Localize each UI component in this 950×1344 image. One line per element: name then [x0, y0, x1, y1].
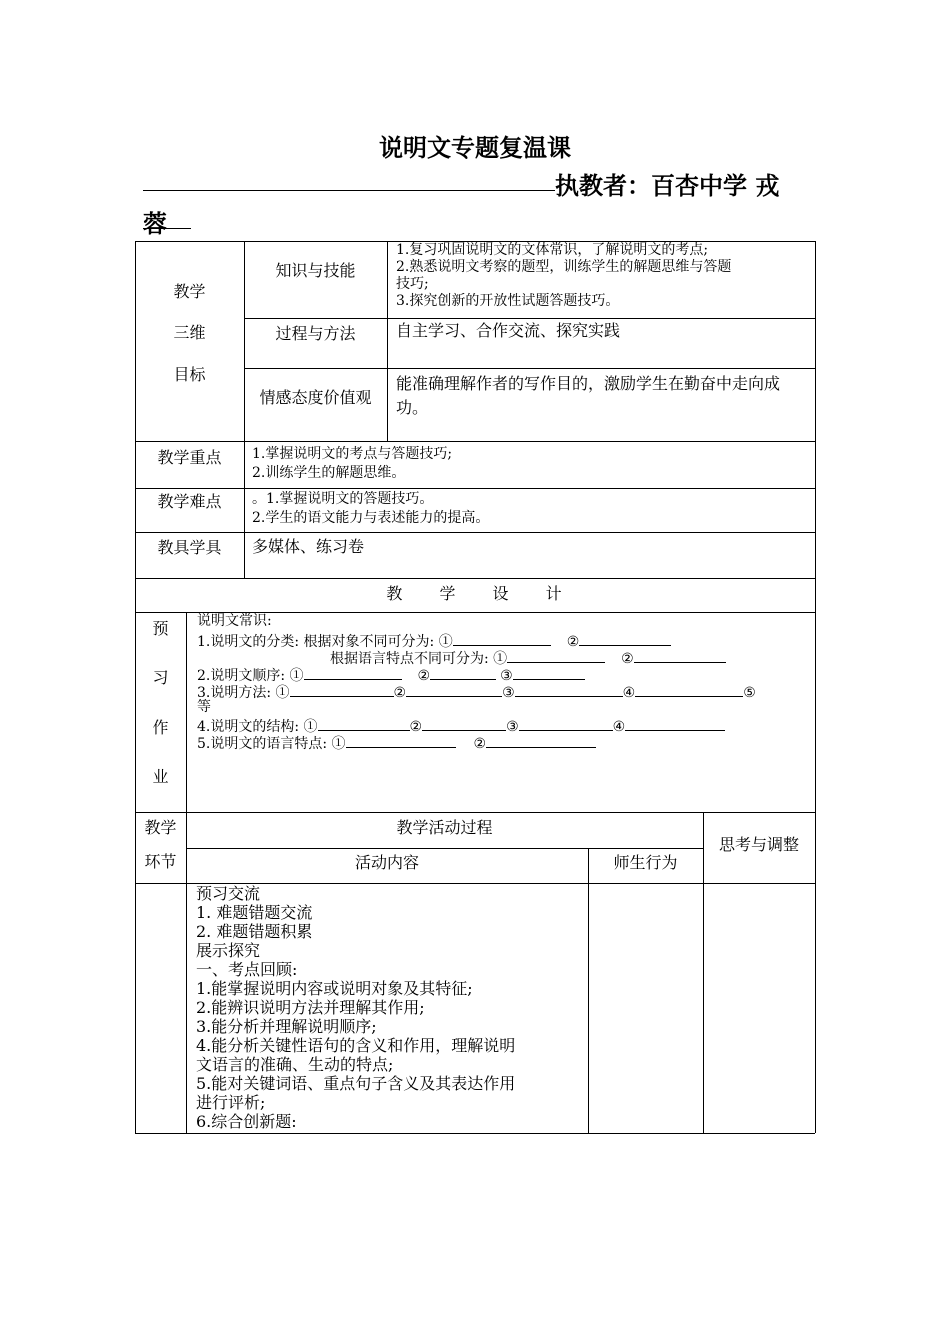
author-line: 执教者：百杏中学 戎 [555, 171, 780, 200]
goals-label-3: 目标 [173, 365, 206, 384]
preview-label-1: 预 [152, 619, 169, 638]
goal-process-label: 过程与方法 [275, 324, 356, 343]
preview-line-1: 1.说明文的分类: 根据对象不同可分为: ① ② [197, 631, 671, 651]
goal-knowledge-text: 1.复习巩固说明文的文体常识，了解说明文的考点; 2.熟悉说明文考察的题型，训练学生的解题思维与答题 技巧; 3.探究创新的开放性试题答题技巧。 [396, 242, 732, 309]
goals-label-2: 三维 [173, 323, 206, 342]
document-title: 说明文专题复温课 [379, 133, 571, 162]
preview-label-2: 习 [152, 668, 169, 687]
stage-label-2: 环节 [144, 852, 177, 871]
goals-label-1: 教学 [173, 282, 206, 301]
activity-process-header: 教学活动过程 [396, 818, 493, 837]
preview-label-4: 业 [152, 767, 169, 786]
preview-line-4: 3.说明方法: ① ② ③ ④ ⑤ [197, 682, 756, 702]
difficulties-text: 。1.掌握说明文的答题技巧。 2.学生的语文能力与表述能力的提高。 [252, 491, 490, 526]
author-line-continued: 蓉 [143, 209, 167, 238]
activity-content-header: 活动内容 [354, 853, 419, 872]
preview-line-2: 根据语言特点不同可分为: ① ② [330, 648, 726, 668]
preview-line-6: 5.说明文的语言特点: ① ② [197, 733, 596, 753]
design-header: 教 学 设 计 [386, 584, 564, 603]
tools-text: 多媒体、练习卷 [252, 537, 365, 556]
tools-label: 教具学具 [157, 538, 222, 557]
author-underline [143, 190, 555, 191]
preview-label-3: 作 [152, 718, 169, 737]
goal-knowledge-label: 知识与技能 [275, 261, 356, 280]
key-points-label: 教学重点 [157, 448, 222, 467]
key-points-text: 1.掌握说明文的考点与答题技巧; 2.训练学生的解题思维。 [252, 446, 453, 481]
preview-heading: 说明文常识: [197, 613, 272, 629]
goal-process-text: 自主学习、合作交流、探究实践 [396, 321, 621, 340]
preview-line-4-end: 等 [197, 699, 211, 715]
difficulties-label: 教学难点 [157, 492, 222, 511]
reflect-header: 思考与调整 [718, 835, 799, 854]
activity-content: 预习交流 1. 难题错题交流 2. 难题错题积累 展示探究 一、考点回顾: 1.能掌握说明内容或说明对象及其特征; 2.能辨识说明方法并理解其作用; 3.能分析并理解说明顺序; 4.能分析关键性语句的含义和作用，理解说明 文语言的准确、生动的特点; 5.能对关键词语、重点句子含义及其表达作用 进行评析; 6.综合创新题: [196, 884, 516, 1131]
stage-label-1: 教学 [144, 818, 177, 837]
goal-attitude-text: 能准确理解作者的写作目的，激励学生在勤奋中走向成 功。 [396, 374, 781, 417]
preview-line-5: 4.说明文的结构: ① ② ③ ④ [197, 716, 725, 736]
preview-line-3: 2.说明文顺序: ① ② ③ [197, 665, 585, 685]
author-underline-2 [143, 228, 191, 229]
goal-attitude-label: 情感态度价值观 [259, 388, 372, 407]
behavior-header: 师生行为 [613, 853, 678, 872]
